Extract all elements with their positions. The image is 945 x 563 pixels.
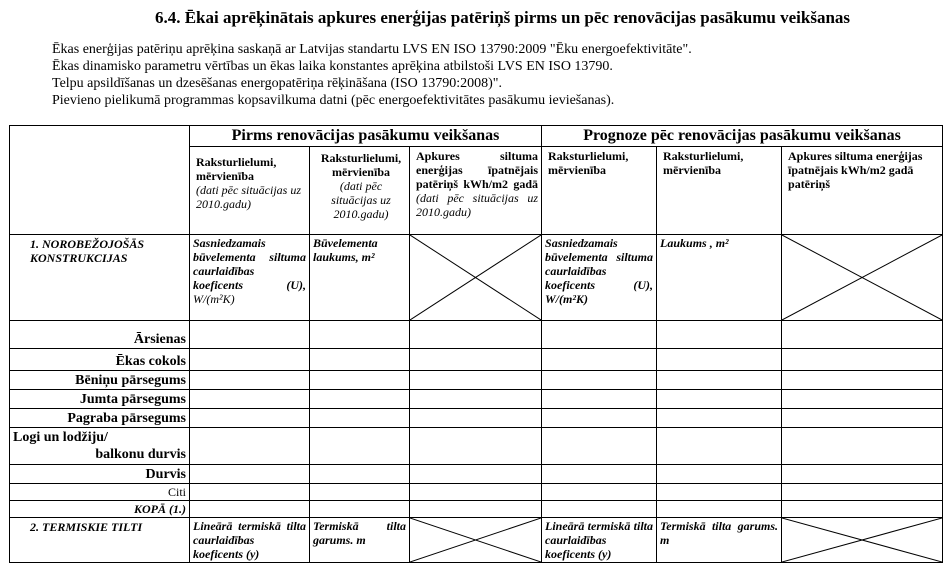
row-label: Pagraba pārsegums bbox=[10, 409, 190, 428]
input-cell[interactable] bbox=[657, 501, 782, 518]
input-cell[interactable] bbox=[657, 484, 782, 501]
input-cell[interactable] bbox=[542, 349, 657, 371]
input-cell[interactable] bbox=[657, 349, 782, 371]
section-2-after-psi: Lineārā termiskā tilta caurlaidības koeficents (y) bbox=[542, 518, 657, 563]
input-cell[interactable] bbox=[410, 390, 542, 409]
input-cell[interactable] bbox=[410, 428, 542, 465]
windows-label-2: balkonu durvis bbox=[95, 447, 186, 462]
crossed-cell bbox=[782, 518, 943, 563]
input-cell[interactable] bbox=[310, 371, 410, 390]
input-cell[interactable] bbox=[782, 465, 943, 484]
input-cell[interactable] bbox=[190, 484, 310, 501]
input-cell[interactable] bbox=[782, 501, 943, 518]
crossed-cell bbox=[410, 235, 542, 321]
input-cell[interactable] bbox=[782, 371, 943, 390]
input-cell[interactable] bbox=[410, 465, 542, 484]
cross-mark bbox=[410, 518, 541, 562]
input-cell[interactable] bbox=[657, 371, 782, 390]
input-cell[interactable] bbox=[657, 409, 782, 428]
header-sub: (dati pēc situācijas uz 2010.gadu) bbox=[331, 179, 391, 221]
section-1-after-area: Laukums , m² bbox=[657, 235, 782, 321]
crossed-cell bbox=[410, 518, 542, 563]
intro-line: Ēkas enerģijas patēriņu aprēķina saskaņā ar Latvijas standartu LVS EN ISO 13790:2009 "Ēku energoefektivitāte". bbox=[52, 42, 692, 57]
input-cell[interactable] bbox=[190, 371, 310, 390]
input-cell[interactable] bbox=[310, 428, 410, 465]
input-cell[interactable] bbox=[310, 349, 410, 371]
input-cell[interactable] bbox=[782, 428, 943, 465]
input-cell[interactable] bbox=[542, 409, 657, 428]
input-cell[interactable] bbox=[310, 390, 410, 409]
input-cell[interactable] bbox=[410, 321, 542, 349]
input-cell[interactable] bbox=[542, 321, 657, 349]
input-cell[interactable] bbox=[190, 321, 310, 349]
input-cell[interactable] bbox=[310, 465, 410, 484]
input-cell[interactable] bbox=[542, 428, 657, 465]
input-cell[interactable] bbox=[190, 428, 310, 465]
input-cell[interactable] bbox=[782, 390, 943, 409]
input-cell[interactable] bbox=[310, 501, 410, 518]
input-cell[interactable] bbox=[190, 349, 310, 371]
input-cell[interactable] bbox=[410, 349, 542, 371]
header-before-params bbox=[190, 147, 310, 235]
input-cell[interactable] bbox=[657, 465, 782, 484]
header-after-energy: Apkures siltuma enerģijas īpatnējais kWh/m2 gadā patēriņš bbox=[782, 147, 943, 235]
u-unit: W/(m²K) bbox=[193, 292, 235, 306]
section-2-before-length: Termiskā tilta garums. m bbox=[310, 518, 410, 563]
input-cell[interactable] bbox=[410, 409, 542, 428]
header-sub: (dati pēc situācijas uz 2010.gadu) bbox=[196, 183, 301, 211]
intro-text bbox=[52, 41, 692, 109]
windows-label-1: Logi un lodžiju/ bbox=[13, 430, 108, 445]
input-cell[interactable] bbox=[410, 371, 542, 390]
input-cell[interactable] bbox=[190, 409, 310, 428]
section-title: 6.4. Ēkai aprēķinātais apkures enerģijas patēriņš pirms un pēc renovācijas pasākumu veikšanas bbox=[154, 8, 851, 27]
input-cell[interactable] bbox=[657, 321, 782, 349]
input-cell[interactable] bbox=[542, 371, 657, 390]
crossed-cell bbox=[782, 235, 943, 321]
section-1-before-area: Būvelementa laukums, m² bbox=[310, 235, 410, 321]
input-cell[interactable] bbox=[542, 390, 657, 409]
header-main: Raksturlielumi, mērvienība bbox=[196, 155, 277, 183]
row-label: Ārsienas bbox=[10, 321, 190, 349]
input-cell[interactable] bbox=[310, 484, 410, 501]
corner-cell bbox=[10, 126, 190, 235]
u-label: Sasniedzamais būvelementa siltuma caurlaidības koeficents (U), bbox=[193, 236, 306, 292]
group-header-before: Pirms renovācijas pasākumu veikšanas bbox=[190, 126, 542, 147]
row-label: Jumta pārsegums bbox=[10, 390, 190, 409]
row-label: Durvis bbox=[10, 465, 190, 484]
row-label: Bēniņu pārsegums bbox=[10, 371, 190, 390]
section-1-before-u bbox=[190, 235, 310, 321]
row-label: Citi bbox=[10, 484, 190, 501]
input-cell[interactable] bbox=[782, 349, 943, 371]
header-main: Apkures siltuma enerģijas īpatnējais patēriņš kWh/m2 gadā bbox=[416, 149, 539, 191]
input-cell[interactable] bbox=[190, 390, 310, 409]
input-cell[interactable] bbox=[190, 501, 310, 518]
input-cell[interactable] bbox=[782, 484, 943, 501]
input-cell[interactable] bbox=[310, 409, 410, 428]
group-header-after: Prognoze pēc renovācijas pasākumu veikšanas bbox=[542, 126, 943, 147]
energy-table bbox=[9, 125, 943, 563]
section-2-label: 2. TERMISKIE TILTI bbox=[10, 518, 190, 563]
header-main: Raksturlielumi, mērvienība bbox=[320, 151, 402, 179]
input-cell[interactable] bbox=[410, 484, 542, 501]
input-cell[interactable] bbox=[310, 321, 410, 349]
section-2-after-length: Termiskā tilta garums. m bbox=[657, 518, 782, 563]
row-label-windows bbox=[10, 428, 190, 465]
header-before-energy bbox=[410, 147, 542, 235]
header-sub: (dati pēc situācijas uz 2010.gadu) bbox=[416, 191, 539, 219]
row-label: Ēkas cokols bbox=[10, 349, 190, 371]
header-after-params: Raksturlielumi, mērvienība bbox=[542, 147, 657, 235]
cross-mark bbox=[782, 518, 942, 562]
input-cell[interactable] bbox=[542, 501, 657, 518]
input-cell[interactable] bbox=[782, 409, 943, 428]
section-2-before-psi: Lineārā termiskā tilta caurlaidības koeficents (y) bbox=[190, 518, 310, 563]
intro-line: Telpu apsildīšanas un dzesēšanas energopatēriņa rēķināšana (ISO 13790:2008)". bbox=[52, 76, 503, 91]
input-cell[interactable] bbox=[410, 501, 542, 518]
input-cell[interactable] bbox=[542, 465, 657, 484]
header-after-params-2: Raksturlielumi, mērvienība bbox=[657, 147, 782, 235]
intro-line: Pievieno pielikumā programmas kopsavilkuma datni (pēc energoefektivitātes pasākumu ieviešanas). bbox=[52, 93, 615, 108]
section-1-label: 1. NOROBEŽOJOŠĀS KONSTRUKCIJAS bbox=[10, 235, 190, 321]
cross-mark bbox=[782, 235, 942, 320]
cross-mark bbox=[410, 235, 541, 320]
input-cell[interactable] bbox=[782, 321, 943, 349]
input-cell[interactable] bbox=[542, 484, 657, 501]
header-before-params-2 bbox=[310, 147, 410, 235]
input-cell[interactable] bbox=[657, 390, 782, 409]
section-1-after-u: Sasniedzamais būvelementa siltuma caurlaidības koeficents (U), W/(m²K) bbox=[542, 235, 657, 321]
input-cell[interactable] bbox=[190, 465, 310, 484]
intro-line: Ēkas dinamisko parametru vērtības un ēkas laika konstantes aprēķina atbilstoši LVS EN ISO 13790. bbox=[52, 59, 613, 74]
input-cell[interactable] bbox=[657, 428, 782, 465]
total-label: KOPĀ (1.) bbox=[10, 501, 190, 518]
